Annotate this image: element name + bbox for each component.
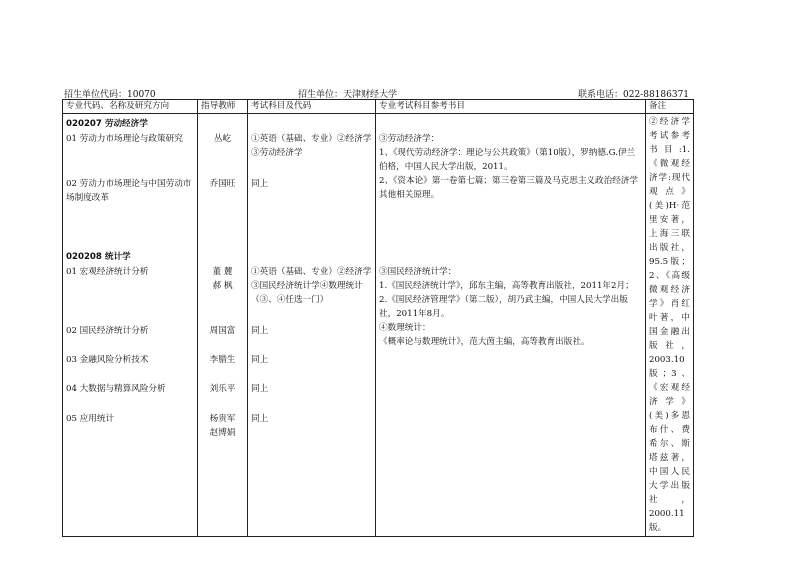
direction-item: 02 国民经济统计分析 bbox=[66, 326, 149, 336]
exam-subjects: 同上 bbox=[251, 179, 269, 189]
reference-block bbox=[379, 132, 642, 202]
unit-code: 招生单位代码：10070 bbox=[64, 90, 156, 100]
reference-line: 《概率论与数理统计》，范大茵主编，高等教育出版社。 bbox=[379, 337, 590, 347]
column-header: 专业代码、名称及研究方向 bbox=[63, 100, 198, 114]
advisor-column bbox=[198, 114, 248, 537]
direction-item: 03 金融风险分析技术 bbox=[66, 355, 149, 365]
reference-block bbox=[379, 265, 642, 349]
column-header: 备注 bbox=[646, 100, 694, 114]
notes-column bbox=[646, 114, 694, 537]
advisor-name: 丛屹 bbox=[213, 134, 232, 144]
exam-subjects: ①英语（基础、专业）②经济学③劳动经济学 bbox=[251, 134, 372, 158]
section-title: 020208 统计学 bbox=[66, 252, 131, 262]
direction-item: 02 劳动力市场理论与中国劳动市场制度改革 bbox=[66, 179, 192, 203]
direction-item: 01 宏观经济统计分析 bbox=[66, 267, 149, 277]
table-body-row bbox=[63, 114, 694, 537]
direction-item: 05 应用统计 bbox=[66, 414, 115, 424]
reference-line: ③劳动经济学： bbox=[379, 134, 440, 144]
advisor-name: 乔国旺 bbox=[209, 179, 236, 189]
table-header-row bbox=[63, 100, 694, 114]
exam-subjects: ①英语（基础、专业）②经济学③国民经济统计学④数理统计（③、④任选一门） bbox=[251, 267, 372, 305]
exam-subjects: 同上 bbox=[251, 326, 269, 336]
enrollment-table bbox=[62, 99, 694, 537]
advisor-name: 董 麓 郝 枫 bbox=[212, 267, 233, 291]
contact-phone: 联系电话：022-88186371 bbox=[578, 90, 690, 100]
direction-item: 04 大数据与精算风险分析 bbox=[66, 384, 166, 394]
direction-column bbox=[63, 114, 198, 537]
exam-subjects: 同上 bbox=[251, 384, 269, 394]
advisor-name: 刘乐平 bbox=[209, 384, 236, 394]
section-title: 020207 劳动经济学 bbox=[66, 119, 148, 129]
reference-line: 2.《国民经济管理学》（第二版），胡乃武主编，中国人民大学出版社，2011年8月。 bbox=[379, 295, 628, 319]
exam-column bbox=[248, 114, 376, 537]
notes-text: ②经济学考试参考书目:1.《微观经济学:现代观点》(美)H·范里安著，上海三联出版社，95.5版；2、《高级微观经济学》肖红叶著，中国金融出版社，2003.10版；3、《宏观经济学》(美)多恩布什、费希尔、斯塔兹著，中国人民大学出版社，2000.11版。 bbox=[649, 117, 690, 533]
column-header: 专业考试科目参考书目 bbox=[376, 100, 646, 114]
reference-line: ④数理统计： bbox=[379, 323, 431, 333]
advisor-name: 杨贵军 赵博娟 bbox=[209, 414, 236, 438]
reference-line: 2、《资本论》第一卷第七篇；第三卷第三篇及马克思主义政治经济学其他相关原理。 bbox=[379, 176, 638, 200]
reference-books-column bbox=[376, 114, 646, 537]
direction-item: 01 劳动力市场理论与政策研究 bbox=[66, 134, 183, 144]
reference-line: ③国民经济统计学： bbox=[379, 267, 457, 277]
unit-name: 招生单位：天津财经大学 bbox=[298, 90, 398, 100]
reference-line: 1.《国民经济统计学》，邱东主编，高等教育出版社，2011年2月； bbox=[379, 281, 634, 291]
exam-subjects: 同上 bbox=[251, 355, 269, 365]
reference-line: 1、《现代劳动经济学：理论与公共政策》（第10版），罗纳德.G.伊兰伯格，中国人民大学出版，2011。 bbox=[379, 148, 636, 172]
column-header: 考试科目及代码 bbox=[248, 100, 376, 114]
advisor-name: 周国富 bbox=[209, 326, 236, 336]
advisor-name: 李腊生 bbox=[209, 355, 236, 365]
exam-subjects: 同上 bbox=[251, 414, 269, 424]
column-header: 指导教师 bbox=[198, 100, 248, 114]
